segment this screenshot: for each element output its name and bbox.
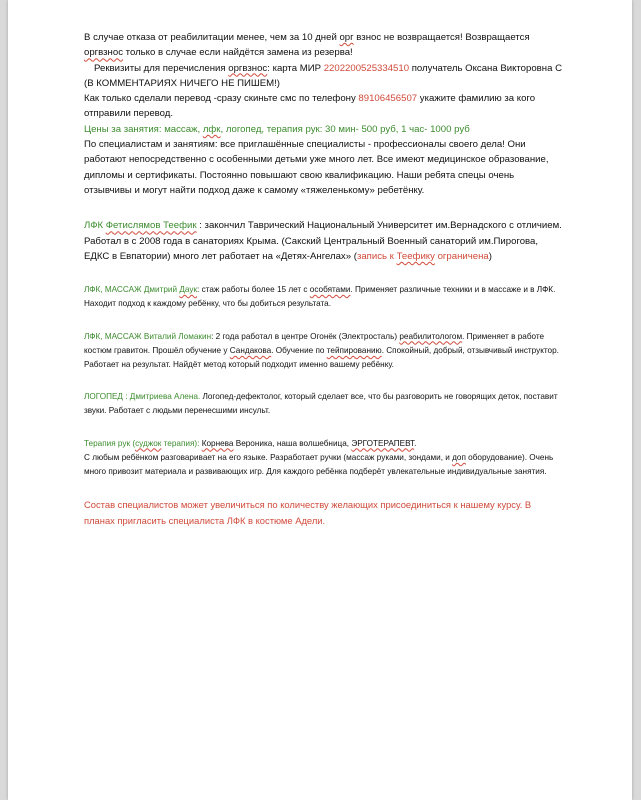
document-body bbox=[84, 30, 564, 528]
misspelled-word: орг bbox=[339, 32, 354, 43]
phone-number[interactable]: 89106456507 bbox=[358, 93, 418, 105]
misspelled-word: оргвзнос bbox=[228, 62, 268, 74]
misspelled-word: лфк bbox=[202, 123, 221, 135]
specialist-role: Терапия рук ( bbox=[84, 438, 136, 448]
prices-line: Цены за занятия: массаж, лфк, логопед, терапия рук: 30 мин- 500 руб, 1 час- 1000 руб bbox=[84, 123, 470, 135]
specialist-role: ЛОГОПЕД : Дмитриева Алена. bbox=[84, 392, 201, 402]
footer-note: Состав специалистов может увеличиться по количеству желающих присоединиться к нашему курсу. В планах пригласить специалиста ЛФК в костюме Адели. bbox=[84, 499, 532, 526]
specialist-name: Корнева bbox=[201, 438, 234, 448]
specialist-name: Даук bbox=[179, 285, 198, 295]
specialist-korneva: Терапия рук (суджок терапия): Корнева Вероника, наша волшебница, ЭРГОТЕРАПЕВТ. С любым ребёнком разговаривает на его языке. Разработает ручки (массаж руками, зондами, и доп оборудование). Очень много привозит материала и развивающих игр. Для каждого ребёнка подберёт увлекательные индивидуальные занятия. bbox=[84, 438, 554, 476]
specialist-dmitrieva: ЛОГОПЕД : Дмитриева Алена. Логопед-дефектолог, который сделает все, что бы разговорить не говорящих деток, поставит звуки. Работает с людьми перенесшими инсульт. bbox=[84, 392, 558, 416]
misspelled-word: оргвзнос bbox=[84, 47, 123, 59]
specialist-role: ЛФК, МАССАЖ Дмитрий bbox=[84, 285, 180, 295]
refund-paragraph: В случае отказа от реабилитации менее, чем за 10 дней орг взнос не возвращается! Возвращается оргвзнос только в случае если найдётся замена из резерва! bbox=[84, 32, 530, 59]
specialist-name: Фетислямов Теефик bbox=[105, 220, 197, 232]
card-number[interactable]: 2202200525334510 bbox=[323, 62, 410, 74]
sms-paragraph: Как только сделали перевод -сразу скиньте смс по телефону 89106456507 укажите фамилию за кого отправили перевод. bbox=[84, 93, 536, 120]
specialist-lomakin: ЛФК, МАССАЖ Виталий Ломакин: 2 года работал в центре Огонёк (Электросталь) реабилитологом. Применяет в работе костюм гравитон. Прошёл обучение у Сандакова. Обучение по тейпированию. Спокойный, добрый, отзывчивый инструктор. Работает на результат. Найдёт метод который подходит именно вашему ребёнку. bbox=[84, 331, 559, 369]
requisites-paragraph: Реквизиты для перечисления оргвзнос: карта МИР 2202200525334510 получатель Оксана Викторовна С (В КОММЕНТАРИЯХ НИЧЕГО НЕ ПИШЕМ!) bbox=[84, 62, 563, 89]
specialist-role: ЛФК bbox=[84, 220, 106, 232]
specialist-role: ЛФК, МАССАЖ Виталий Ломакин bbox=[84, 331, 212, 341]
specialist-dauk: ЛФК, МАССАЖ Дмитрий Даук: стаж работы более 15 лет с особятами. Применяет различные техники и в массаже и в ЛФК. Находит подход к каждому ребёнку, что бы добиться результата. bbox=[84, 285, 556, 309]
document-page bbox=[8, 0, 632, 800]
specialist-fetislyamov: ЛФК Фетислямов Теефик : закончил Таврический Национальный Университет им.Вернадского с отличием. Работал в с 2008 года в санаториях Крыма. (Сакский Центральный Военный санаторий им.Пирогова, ЕДКС в Евпатории) много лет работает на «Детях-Ангелах» (запись к Теефику ограничена) bbox=[84, 220, 562, 262]
about-paragraph: По специалистам и занятиям: все приглашённые специалисты - профессионалы своего дела! Они работают непосредственно с особенными детьми уже много лет. Все имеют медицинское образование, дипломы и сертификаты. Постоянно повышают свою квалификацию. Наши ребята спецы очень отзывчивы и могут найти подход даже к самому «тяжеленькому» ребетёнку. bbox=[84, 139, 549, 196]
